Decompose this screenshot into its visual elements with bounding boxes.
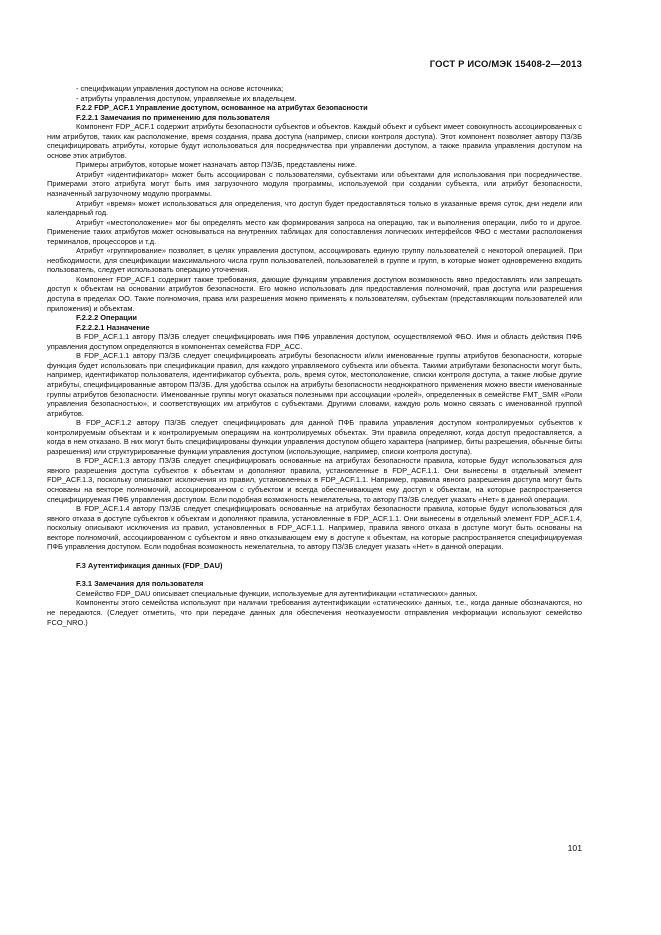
section-heading: F.2.2.1 Замечания по применению для пользователя xyxy=(76,112,270,122)
body-paragraph: Компонент FDP_ACF.1 содержит также требования, дающие функциям управления доступом возможность явно предоставлять или запрещать доступ к объектам на основании атрибутов безопасности. Его можно использовать для предоставления полномочий, прав доступа или разрешения доступа в пределах ОО. Такие полномочия, права или разрешения можно применять к пользователям, субъектам (представляющим пользователей или приложения) и объектам. xyxy=(47,274,582,313)
body-paragraph: В FDP_ACF.1.4 автору ПЗ/ЗБ следует специфицировать основанные на атрибутах безопасности правила, которые будут использоваться для явного отказа в доступе субъектов к объектам и дополняют правила, установленные в FDP_ACF.1.1. Они вынесены в отдельный элемент FDP_ACF.1.4, поскольку описывают исключения из правил, установленных в FDP_ACF.1.1. Например, правила явного отказа в доступе могут быть основаны на векторе полномочий, ассоциированном с субъектом и явно отказывающем ему в доступе к объектам, на которые распространяется специфицируемая ПФБ управления доступом. Если подобная возможность нежелательна, то автору ПЗ/ЗБ следует указать «Нет» в данной операции. xyxy=(47,504,582,552)
body-paragraph: Атрибут «время» может использоваться для определения, что доступ будет предоставляться только в указанные время суток, дни недели или календарный год. xyxy=(47,198,582,218)
section-heading: F.3.1 Замечания для пользователя xyxy=(76,579,204,589)
body-paragraph: - спецификации управления доступом на основе источника; xyxy=(76,84,284,93)
body-paragraph: Компонент FDP_ACF.1 содержит атрибуты безопасности субъектов и объектов. Каждый объект и субъект имеет совокупность ассоциированных с ним атрибутов, таких как расположение, время создания, права доступа (например, списки контроля доступа). Этот компонент позволяет автору ПЗ/ЗБ специфицировать атрибуты, которые будут использоваться для посредничества при управлении доступом, а также правила управления доступом на основе этих атрибутов. xyxy=(47,122,582,160)
body-paragraph: Атрибут «местоположение» мог бы определять место как формирования запроса на операцию, так и выполнения операции, либо то и другое. Применение таких атрибутов может основываться на внутренних таблицах для сопоставления логических интерфейсов ФБО с местами расположения терминалов, процессоров и т.д. xyxy=(47,217,582,246)
standard-designation: ГОСТ Р ИСО/МЭК 15408-2—2013 xyxy=(429,58,582,69)
body-paragraph: В FDP_ACF.1.2 автору ПЗ/ЗБ следует специфицировать для данной ПФБ правила управления доступом контролируемых субъектов к контролируемым объектам и к контролируемым операциям на контролируемых объектах. Эти правила определяют, когда доступ предоставляется, а когда в нем отказано. В них могут быть специфицированы функции управления доступом общего характера (например, биты разрешения, обычные биты разрешения) или структурированные функции управления доступом (использующие, например, списки контроля доступа). xyxy=(47,418,582,456)
body-paragraph: - атрибуты управления доступом, управляемые их владельцем. xyxy=(76,93,297,103)
document-body xyxy=(47,84,582,627)
body-paragraph: Примеры атрибутов, которые может назначать автор ПЗ/ЗБ, представлены ниже. xyxy=(76,160,357,170)
page-number: 101 xyxy=(567,843,582,853)
body-paragraph: В FDP_ACF.1.3 автору ПЗ/ЗБ следует специфицировать основанные на атрибутах безопасности правила, которые будут использоваться для явного разрешения доступа субъектов к объектам и дополняют правила, установленные в FDP_ACF.1.1. Они вынесены в отдельный элемент FDP_ACF.1.3, поскольку описывают исключения из правил, установленных в FDP_ACF.1.1. Например, правила явного разрешения доступа могут быть основаны на векторе полномочий, ассоциированном с субъектом и всегда обеспечивающем ему доступ к объектам, на которые распространяется специфицируемая ПФБ управления доступом. Если подобная возможность нежелательна, то автору ПЗ/ЗБ следует указать «Нет» в данной операции. xyxy=(47,456,582,504)
body-paragraph: В FDP_ACF.1.1 автору ПЗ/ЗБ следует специфицировать атрибуты безопасности и/или именованные группы атрибутов безопасности, которые функция будет использовать при спецификации правил, для каждого управляемого субъекта или объекта. Такими атрибутами безопасности могут быть, например, идентификатор пользователя, идентификатор субъекта, роль, время суток, местоположение, списки контроля доступа, а также любые другие атрибуты, специфицированные автором ПЗ/ЗБ. Для удобства ссылок на атрибуты безопасности неоднократного применения можно ввести именованные группы атрибутов безопасности. Именованные группы могут оказаться полезными при ассоциации «ролей», определенных в семействе FMT_SMR «Роли управления безопасностью», и соответствующих им атрибутов с субъектами. Другими словами, каждую роль можно связать с именованной группой атрибутов. xyxy=(47,351,582,418)
body-paragraph: Атрибут «группирование» позволяет, в целях управления доступом, ассоциировать единую группу пользователей с некоторой операцией. При необходимости, для спецификации максимального числа групп пользователей, пользователей в группе и групп, в которые может одновременно входить пользователь, следует использовать операцию уточнения. xyxy=(47,246,582,275)
body-paragraph: Атрибут «идентификатор» может быть ассоциирован с пользователями, субъектами или объектами для использования при посредничестве. Примерами этого атрибута могут быть имя загрузочного модуля программы, используемой при создании субъекта, или атрибут безопасности, назначенный загрузочному модулю программы. xyxy=(47,169,582,199)
body-paragraph: Компоненты этого семейства используют при наличии требования аутентификации «статических» данных, т.е., когда данные обозначаются, но не передаются. (Следует отметить, что при передаче данных для обеспечения неотказуемости отправления информации используют семейство FCO_NRO.) xyxy=(47,598,582,627)
section-heading: F.2.2 FDP_ACF.1 Управление доступом, основанное на атрибутах безопасности xyxy=(76,103,368,113)
body-paragraph: В FDP_ACF.1.1 автору ПЗ/ЗБ следует специфицировать имя ПФБ управления доступом, осуществляемой ФБО. Имя и область действия ПФБ управления доступом определяются в компонентах семейства FDP_ACC. xyxy=(47,332,582,351)
body-paragraph: Семейство FDP_DAU описывает специальные функции, используемые для аутентификации «статических» данных. xyxy=(76,588,478,598)
section-heading: F.2.2.2.1 Назначение xyxy=(76,322,150,332)
section-heading: F.3 Аутентификация данных (FDP_DAU) xyxy=(76,560,223,570)
section-heading: F.2.2.2 Операции xyxy=(76,313,137,323)
